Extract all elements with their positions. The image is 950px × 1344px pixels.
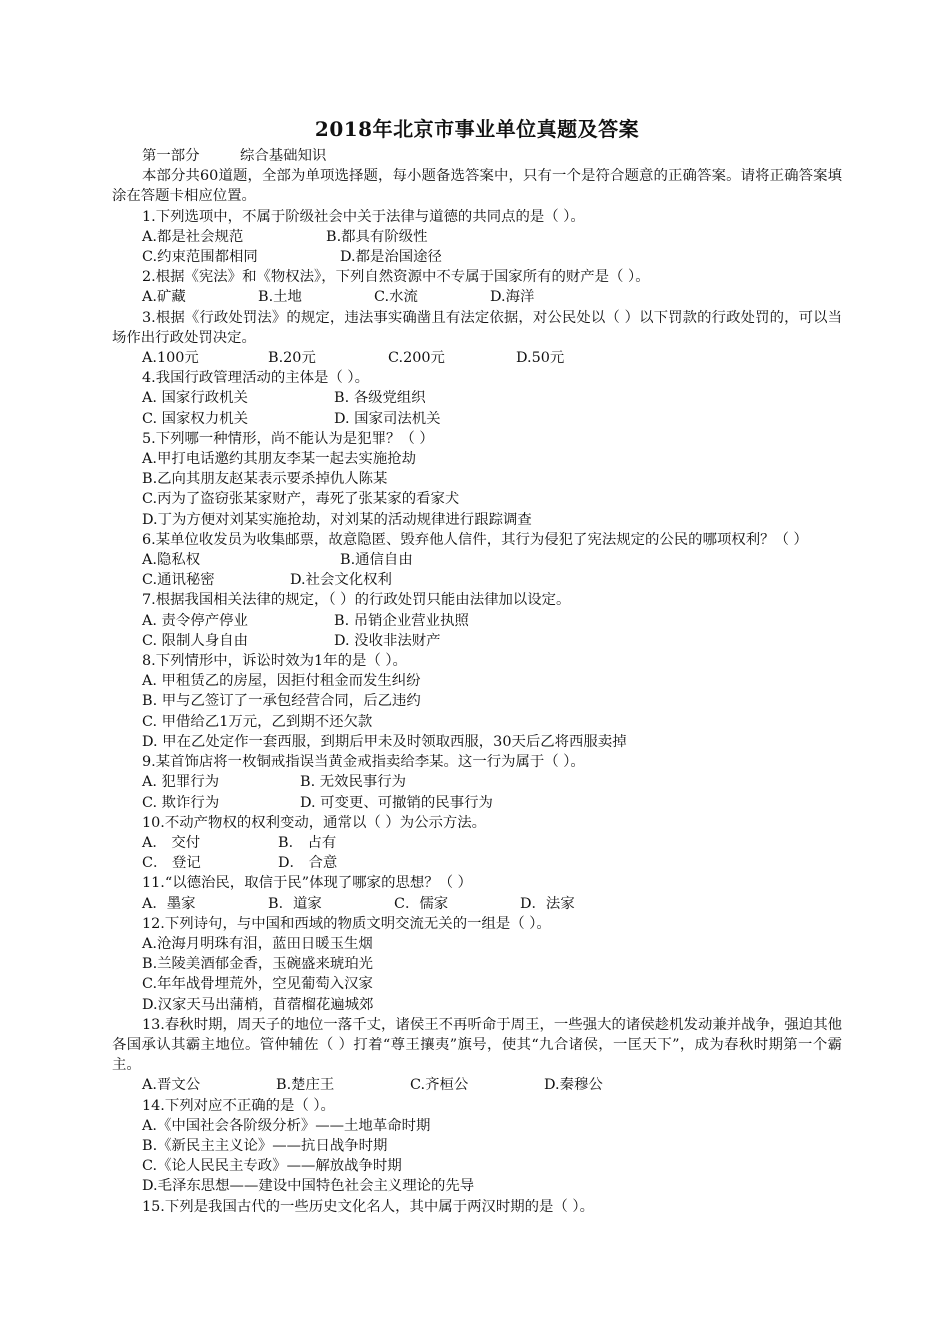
question-5-option-c: C.丙为了盗窃张某家财产，毒死了张某家的看家犬: [142, 491, 460, 508]
exam-document: [112, 110, 842, 1217]
question-6-option-b: B.通信自由: [340, 552, 413, 569]
question-7-options-row: [112, 611, 842, 631]
question-1-option-d: D.都是治国途径: [340, 249, 442, 266]
question-8-stem: 8.下列情形中，诉讼时效为1年的是（ ）。: [142, 653, 407, 670]
question-5-option-d: D.丁为方便对刘某实施抢劫，对刘某的活动规律进行跟踪调查: [142, 511, 532, 528]
question-2-options-row: [112, 287, 842, 307]
section-name: 综合基础知识: [240, 148, 327, 164]
question-7-options-row: [112, 631, 842, 651]
question-9-options-row: [112, 772, 842, 792]
question-7-option-b: B. 吊销企业营业执照: [334, 612, 469, 629]
question-list: [112, 207, 842, 1217]
question-4-stem: 4.我国行政管理活动的主体是（ ）。: [142, 370, 369, 387]
question-6-options-row: [112, 570, 842, 590]
question-11-stem: 11.“以德治民，取信于民”体现了哪家的思想？（ ）: [142, 875, 472, 892]
question-14-option-b: B.《新民主主义论》——抗日战争时期: [142, 1137, 388, 1154]
section-intro: 本部分共60道题，全部为单项选择题，每小题备选答案中，只有一个是符合题意的正确答案。请将正确答案填涂在答题卡相应位置。: [112, 168, 842, 205]
question-11-option-c: C．儒家: [394, 895, 449, 912]
question-9-option-b: B. 无效民事行为: [300, 774, 407, 791]
question-4-options-row: [112, 409, 842, 429]
question-4-options-row: [112, 388, 842, 408]
question-3-stem: 3.根据《行政处罚法》的规定，违法事实确凿且有法定依据，对公民处以（ ）以下罚款的行政处罚的，可以当场作出行政处罚决定。: [112, 309, 842, 346]
question-11-option-b: B．道家: [268, 895, 322, 912]
question-12-options-row: [112, 954, 842, 974]
question-3-option-d: D.50元: [516, 350, 565, 367]
question-5-options-row: [112, 510, 842, 530]
question-12-stem: 12.下列诗句，与中国和西域的物质文明交流无关的一组是（ ）。: [142, 915, 551, 932]
question-10-option-d: D． 合意: [278, 855, 338, 872]
question-7-option-c: C. 限制人身自由: [142, 632, 248, 649]
question-8-option-b: B. 甲与乙签订了一承包经营合同，后乙违约: [142, 693, 421, 710]
question-4-option-c: C. 国家权力机关: [142, 410, 248, 427]
question-4-option-b: B. 各级党组织: [334, 390, 426, 407]
question-5-option-b: B.乙向其朋友赵某表示要杀掉仇人陈某: [142, 471, 388, 488]
question-2-stem: 2.根据《宪法》和《物权法》，下列自然资源中不专属于国家所有的财产是（ ）。: [142, 269, 650, 286]
question-1-option-b: B.都具有阶级性: [326, 228, 428, 245]
question-11-option-d: D．法家: [520, 895, 575, 912]
question-1-stem: 1.下列选项中，不属于阶级社会中关于法律与道德的共同点的是（ ）。: [142, 208, 585, 225]
question-5-stem: 5.下列哪一种情形，尚不能认为是犯罪？（ ）: [142, 430, 434, 447]
question-1-options-row: [112, 247, 842, 267]
question-8-options-row: [112, 671, 842, 691]
question-12-options-row: [112, 995, 842, 1015]
question-14-options-row: [112, 1136, 842, 1156]
question-3-option-a: A.100元: [142, 350, 199, 367]
question-6-stem: 6.某单位收发员为收集邮票，故意隐匿、毁弃他人信件，其行为侵犯了宪法规定的公民的哪项权利？（ ）: [142, 531, 808, 548]
question-14-stem: 14.下列对应不正确的是（ ）。: [142, 1097, 335, 1114]
question-3-option-c: C.200元: [388, 350, 445, 367]
question-13-option-c: C.齐桓公: [410, 1077, 469, 1094]
question-8-options-row: [112, 691, 842, 711]
question-9-options-row: [112, 793, 842, 813]
question-6-options-row: [112, 550, 842, 570]
question-9-option-d: D. 可变更、可撤销的民事行为: [300, 794, 493, 811]
question-14-option-a: A.《中国社会各阶级分析》——土地革命时期: [142, 1117, 431, 1134]
question-6-option-d: D.社会文化权利: [290, 572, 392, 589]
question-1-options-row: [112, 227, 842, 247]
question-12-option-d: D.汉家天马出蒲梢，苜蓿榴花遍城郊: [142, 996, 374, 1013]
question-14-options-row: [112, 1116, 842, 1136]
question-11-options-row: [112, 894, 842, 914]
question-10-options-row: [112, 833, 842, 853]
question-10-option-a: A． 交付: [142, 834, 201, 851]
question-1-option-c: C.约束范围都相同: [142, 249, 258, 266]
question-13-option-d: D.秦穆公: [544, 1077, 603, 1094]
question-4-option-a: A. 国家行政机关: [142, 390, 248, 407]
question-9-option-c: C. 欺诈行为: [142, 794, 220, 811]
question-7-stem: 7.根据我国相关法律的规定，（ ）的行政处罚只能由法律加以设定。: [142, 592, 571, 609]
section-heading: [112, 146, 842, 166]
question-4-option-d: D. 国家司法机关: [334, 410, 441, 427]
question-8-options-row: [112, 712, 842, 732]
question-13-option-a: A.晋文公: [142, 1077, 201, 1094]
question-2-option-a: A.矿藏: [142, 289, 186, 306]
question-12-option-c: C.年年战骨埋荒外，空见葡萄入汉家: [142, 976, 373, 993]
document-title: 2018年北京市事业单位真题及答案: [314, 117, 640, 141]
question-12-option-a: A.沧海月明珠有泪，蓝田日暖玉生烟: [142, 935, 373, 952]
section-part: 第一部分: [142, 148, 200, 164]
question-14-options-row: [112, 1176, 842, 1196]
question-6-option-c: C.通讯秘密: [142, 572, 215, 589]
question-13-option-b: B.楚庄王: [276, 1077, 335, 1094]
question-13-stem: 13.春秋时期，周天子的地位一落千丈，诸侯王不再听命于周王，一些强大的诸侯趁机发动兼并战争，强迫其他各国承认其霸主地位。管仲辅佐（ ）打着“尊王攘夷”旗号，使其“九合诸侯，一匡天下”，成为春秋时期第一个霸主。: [112, 1016, 842, 1074]
question-1-option-a: A.都是社会规范: [142, 228, 244, 245]
question-10-options-row: [112, 853, 842, 873]
question-12-options-row: [112, 974, 842, 994]
question-2-option-b: B.土地: [258, 289, 302, 306]
question-14-option-c: C.《论人民民主专政》——解放战争时期: [142, 1158, 402, 1175]
question-14-options-row: [112, 1156, 842, 1176]
question-6-option-a: A.隐私权: [142, 552, 201, 569]
question-10-option-b: B． 占有: [278, 834, 337, 851]
question-5-options-row: [112, 449, 842, 469]
question-8-option-d: D. 甲在乙处定作一套西服，到期后甲未及时领取西服，30天后乙将西服卖掉: [142, 733, 627, 750]
question-2-option-d: D.海洋: [490, 289, 535, 306]
question-11-option-a: A．墨家: [142, 895, 196, 912]
question-14-option-d: D.毛泽东思想——建设中国特色社会主义理论的先导: [142, 1178, 475, 1195]
question-5-option-a: A.甲打电话邀约其朋友李某一起去实施抢劫: [142, 451, 416, 468]
question-10-stem: 10.不动产物权的权利变动，通常以（ ）为公示方法。: [142, 814, 487, 831]
question-3-option-b: B.20元: [268, 350, 316, 367]
question-3-options-row: [112, 348, 842, 368]
question-15-stem: 15.下列是我国古代的一些历史文化名人，其中属于两汉时期的是（ ）。: [142, 1198, 594, 1215]
question-8-options-row: [112, 732, 842, 752]
question-5-options-row: [112, 469, 842, 489]
question-8-option-a: A. 甲租赁乙的房屋，因拒付租金而发生纠纷: [142, 673, 421, 690]
question-7-option-a: A. 责令停产停业: [142, 612, 248, 629]
question-10-option-c: C． 登记: [142, 855, 201, 872]
question-12-option-b: B.兰陵美酒郁金香，玉碗盛来琥珀光: [142, 956, 374, 973]
question-8-option-c: C. 甲借给乙1万元，乙到期不还欠款: [142, 713, 373, 730]
question-9-option-a: A. 犯罪行为: [142, 774, 220, 791]
question-12-options-row: [112, 934, 842, 954]
question-7-option-d: D. 没收非法财产: [334, 632, 441, 649]
question-2-option-c: C.水流: [374, 289, 418, 306]
question-9-stem: 9.某首饰店将一枚铜戒指误当黄金戒指卖给李某。这一行为属于（ ）。: [142, 754, 585, 771]
question-5-options-row: [112, 489, 842, 509]
question-13-options-row: [112, 1075, 842, 1095]
